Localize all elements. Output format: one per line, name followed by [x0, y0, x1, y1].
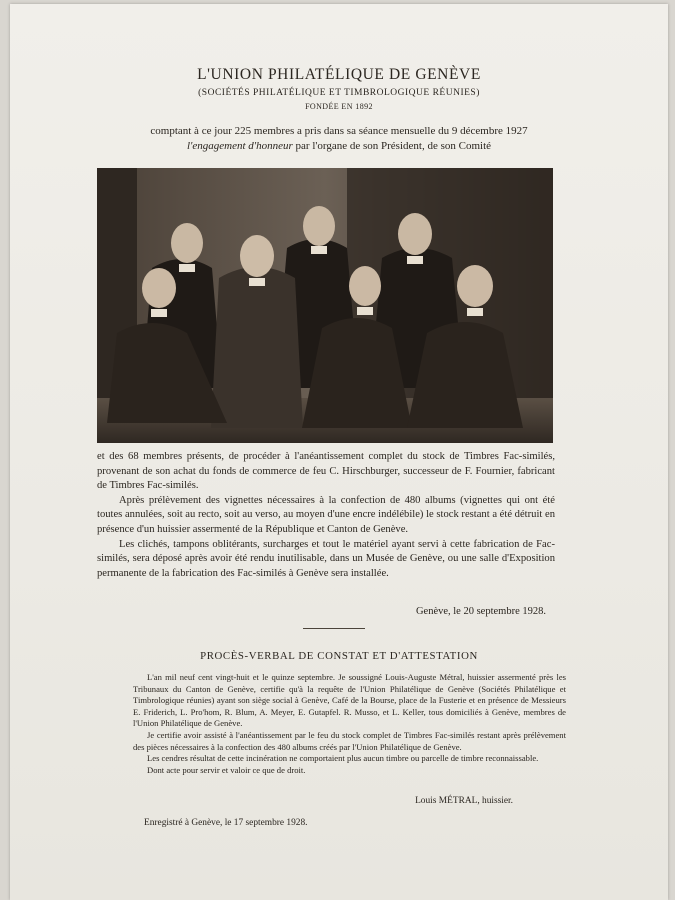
- signature-line: Louis MÉTRAL, huissier.: [415, 796, 513, 806]
- document-page: [10, 4, 668, 900]
- founded-line: FONDÉE EN 1892: [305, 102, 373, 111]
- intro-italic-phrase: l'engagement d'honneur: [186, 140, 293, 152]
- proces-verbal-text: [133, 672, 566, 776]
- pv-paragraph-3: Les cendres résultat de cette incinération ne comportaient plus aucun timbre ou parcelle de timbre reconnaissable.: [147, 753, 539, 764]
- group-photograph-image: [97, 168, 553, 443]
- body-paragraph-3: Les clichés, tampons oblitérants, surcharges et tout le matériel ayant servi à cette fabrication de Fac-similés, sera déposé après avoir été rendu inutilisable, dans un Musée de Genève, ou une salle d'Exposition permanente de la fabrication des Fac-similés à Genève sera installée.: [97, 538, 555, 579]
- intro-text: [120, 124, 558, 154]
- section-divider: [303, 628, 365, 629]
- intro-line-1: comptant à ce jour 225 membres a pris dans sa séance mensuelle du 9 décembre 1927: [150, 125, 528, 137]
- date-line: Genève, le 20 septembre 1928.: [415, 606, 546, 617]
- group-photograph: [97, 168, 553, 443]
- document-subtitle: (SOCIÉTÉS PHILATÉLIQUE ET TIMBROLOGIQUE RÉUNIES): [198, 88, 480, 98]
- body-paragraph-2: Après prélèvement des vignettes nécessaires à la confection de 480 albums (vignettes qui ont été toutes annulées, soit au recto, soit au verso, au moyen d'une encre indélébile) le stock restant a été détruit en présence d'un huissier assermenté de la République et Canton de Genève.: [97, 494, 555, 535]
- document-title: L'UNION PHILATÉLIQUE DE GENÈVE: [197, 66, 481, 83]
- pv-paragraph-4: Dont acte pour servir et valoir ce que de droit.: [147, 764, 306, 775]
- proces-verbal-title: PROCÈS-VERBAL DE CONSTAT ET D'ATTESTATION: [200, 650, 478, 662]
- intro-line-2: par l'organe de son Président, de son Comité: [292, 140, 492, 152]
- pv-paragraph-1: L'an mil neuf cent vingt-huit et le quinze septembre. Je soussigné Louis-Auguste Métral, huissier assermenté près les Tribunaux du Canton de Genève, certifie qu'à la requête de l'Union Philatélique de Genève (Sociétés Philatélique et Timbrologique réunies) ayant son siège social à Genève, Café de la Bourse, place de la Fusterie et en présence de Messieurs E. Friderich, L. Pro'hom, R. Blum, A. Meyer, E. Gutapfel. R. Musso, et L. Keller, tous domiciliés à Genève, membres de l'Union Philatélique de Genève.: [133, 672, 566, 729]
- registration-line: Enregistré à Genève, le 17 septembre 1928.: [144, 818, 308, 828]
- main-body-text: [97, 450, 555, 581]
- body-paragraph-1: et des 68 membres présents, de procéder à l'anéantissement complet du stock de Timbres Fac-similés, provenant de son achat du fonds de commerce de feu C. Hirschburger, successeur de F. Fournier, fabricant de Timbres Fac-similés.: [97, 451, 555, 492]
- pv-paragraph-2: Je certifie avoir assisté à l'anéantissement par le feu du stock complet de Timbres Fac-similés restant après prélèvement des pièces nécessaires à la confection des 480 albums créés par l'Union Philatélique de Genève.: [133, 729, 566, 752]
